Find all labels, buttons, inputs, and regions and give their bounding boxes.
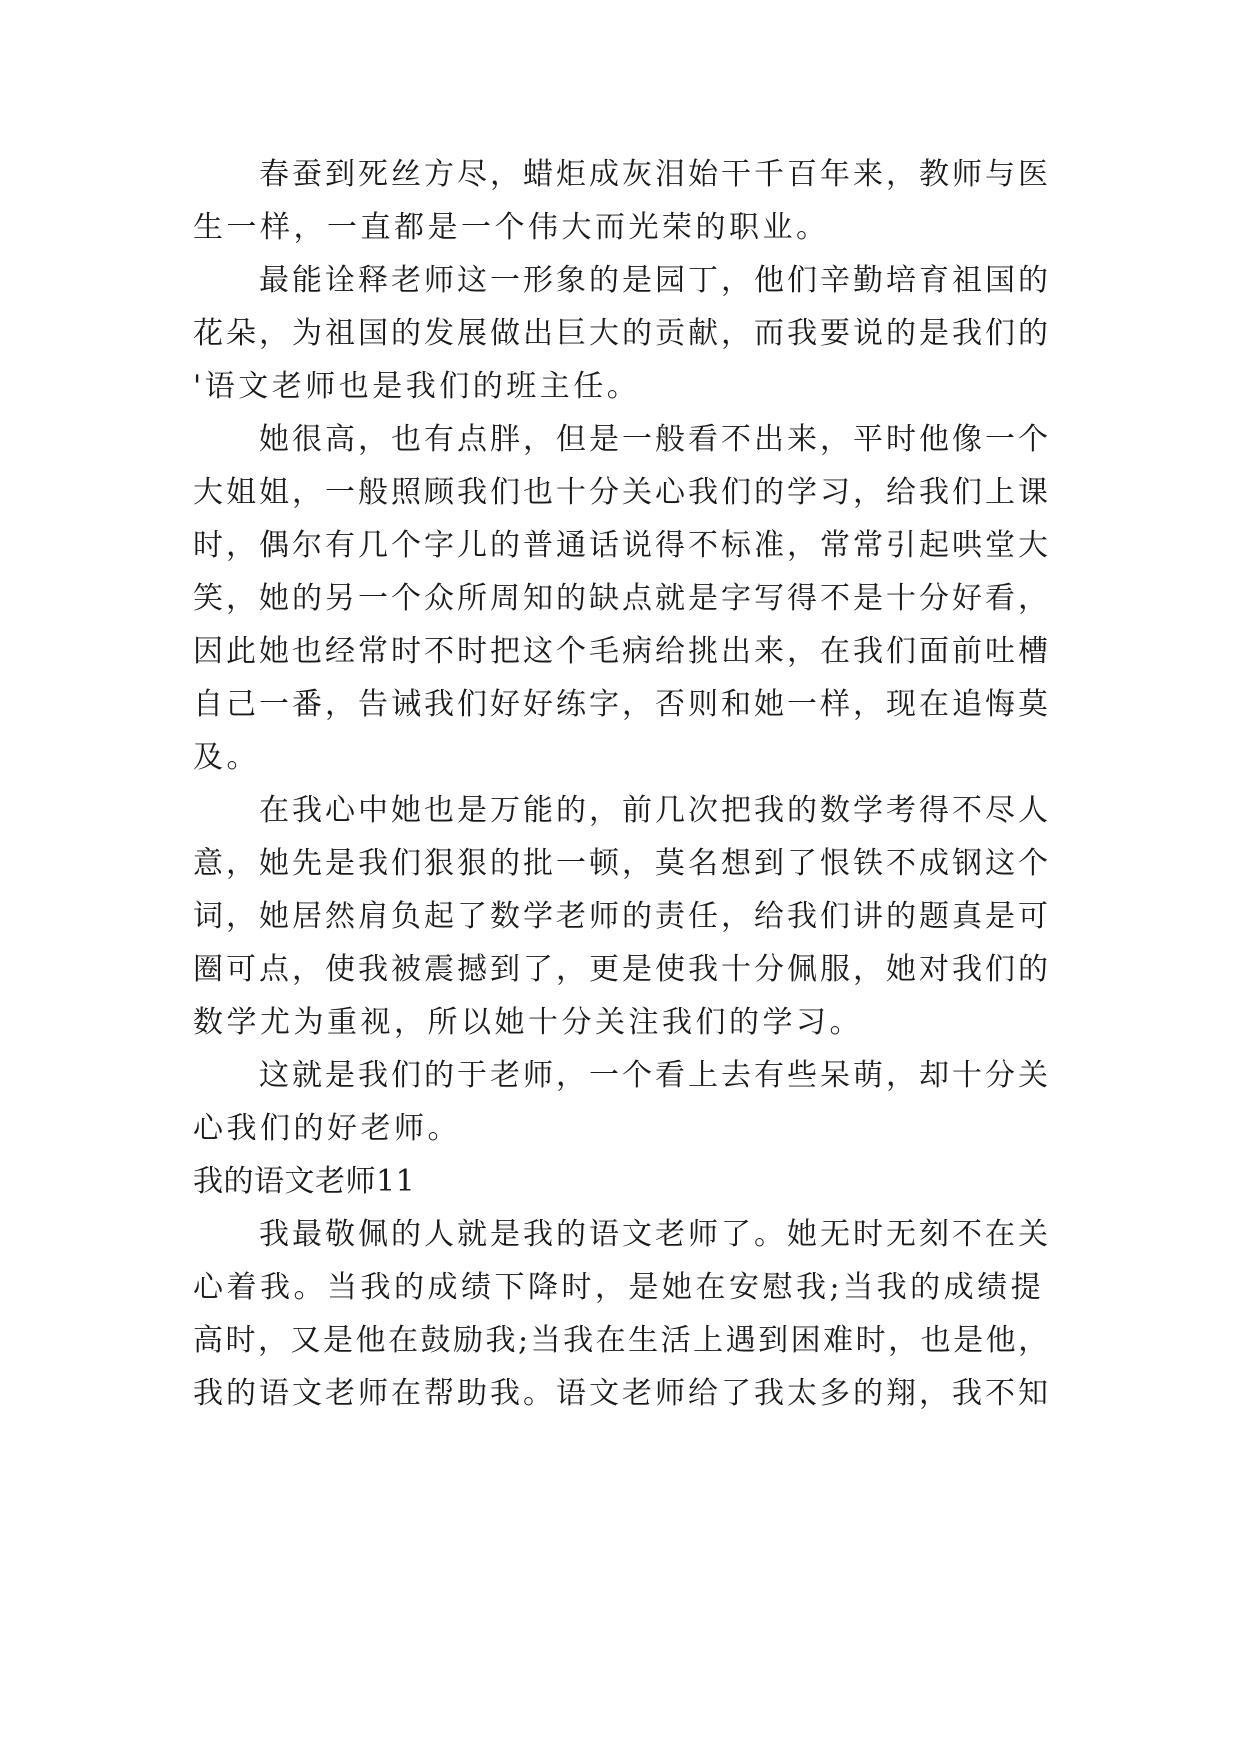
paragraph-5-line-2: 心我们的好老师。 [193,1111,461,1146]
paragraph-1-line-1: 春蚕到死丝方尽，蜡炬成灰泪始干千百年来，教师与医 [259,157,1051,192]
paragraph-4-line-1: 在我心中她也是万能的，前几次把我的数学考得不尽人 [259,793,1051,828]
paragraph-3-line-2: 大姐姐，一般照顾我们也十分关心我们的学习，给我们上课 [193,475,1051,510]
paragraph-6-line-3: 高时，又是他在鼓励我;当我在生活上遇到困难时，也是他， [193,1323,1051,1358]
paragraph-4-line-3: 词，她居然肩负起了数学老师的责任，给我们讲的题真是可 [193,899,1051,934]
paragraph-4-line-5: 数学尤为重视，所以她十分关注我们的学习。 [193,1005,863,1040]
paragraph-6-line-1: 我最敬佩的人就是我的语文老师了。她无时无刻不在关 [259,1217,1051,1252]
paragraph-2-line-2: 花朵，为祖国的发展做出巨大的贡献，而我要说的是我们的 [193,316,1051,351]
paragraph-3-line-1: 她很高，也有点胖，但是一般看不出来，平时他像一个 [259,422,1051,457]
paragraph-3-line-4: 笑，她的另一个众所周知的缺点就是字写得不是十分好看， [193,581,1051,616]
paragraph-3-line-5: 因此她也经常时不时把这个毛病给挑出来，在我们面前吐槽 [193,634,1051,669]
paragraph-4-line-2: 意，她先是我们狠狠的批一顿，莫名想到了恨铁不成钢这个 [193,846,1051,881]
paragraph-6-line-4: 我的语文老师在帮助我。语文老师给了我太多的翔，我不知 [193,1376,1051,1411]
section-heading: 我的语文老师11 [193,1164,416,1199]
paragraph-2-line-3: '语文老师也是我们的班主任。 [193,369,641,404]
paragraph-1-line-2: 生一样，一直都是一个伟大而光荣的职业。 [193,210,830,245]
paragraph-5-line-1: 这就是我们的于老师，一个看上去有些呆萌，却十分关 [259,1058,1051,1093]
paragraph-3-line-7: 及。 [193,740,260,775]
paragraph-6-line-2: 心着我。当我的成绩下降时，是她在安慰我;当我的成绩提 [193,1270,1045,1305]
paragraph-3-line-6: 自己一番，告诫我们好好练字，否则和她一样，现在追悔莫 [193,687,1051,722]
paragraph-3-line-3: 时，偶尔有几个字儿的普通话说得不标准，常常引起哄堂大 [193,528,1051,563]
paragraph-4-line-4: 圈可点，使我被震撼到了，更是使我十分佩服，她对我们的 [193,952,1051,987]
paragraph-2-line-1: 最能诠释老师这一形象的是园丁，他们辛勤培育祖国的 [259,263,1051,298]
